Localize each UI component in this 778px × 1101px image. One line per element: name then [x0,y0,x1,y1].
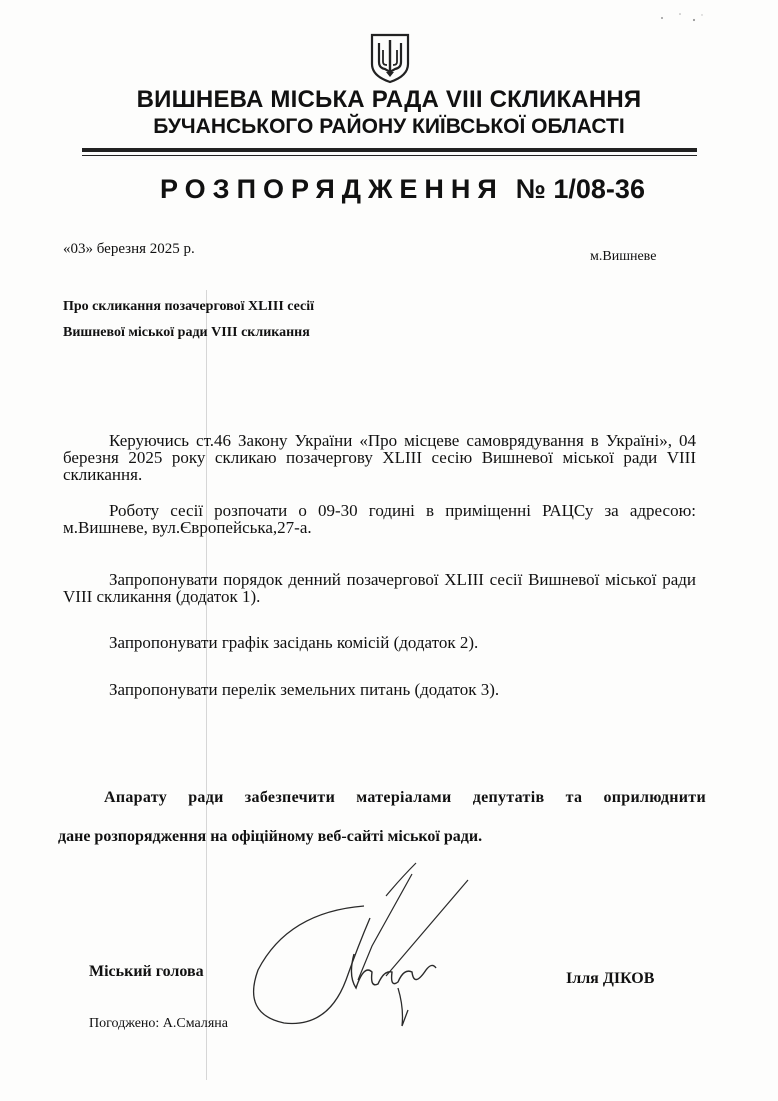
document-type: РОЗПОРЯДЖЕННЯ [160,174,504,204]
signatory-name: Ілля ДІКОВ [566,970,655,987]
handwritten-signature [236,858,486,1038]
body-paragraph-committee-schedule: Запропонувати графік засідань комісій (додаток 2). [109,633,479,652]
body-paragraph-land-issues: Запропонувати перелік земельних питань (додаток 3). [109,680,500,699]
document-title [160,174,645,205]
header-divider-thin [82,155,697,156]
trident-coat-of-arms-icon [368,32,412,84]
body-paragraph-session-venue: Роботу сесії розпочати о 09-30 годині в приміщенні РАЦСу за адресою: м.Вишневе, вул.Європейська,27-а. [63,501,696,537]
document-date: «03» березня 2025 р. [63,241,195,257]
document-number: № 1/08-36 [515,174,645,204]
council-district: БУЧАНСЬКОГО РАЙОНУ КИЇВСЬКОЇ ОБЛАСТІ [153,115,625,138]
document-subject-line1: Про скликання позачергової XLIII сесії [63,299,315,314]
agreed-by: Погоджено: А.Смаляна [89,1016,228,1031]
document-place: м.Вишневе [590,249,657,264]
header-divider-thick [82,148,697,152]
scan-specks [650,8,710,28]
signatory-position: Міський голова [89,963,204,980]
document-subject-line2: Вишневої міської ради VIII скликання [63,325,310,340]
council-name: ВИШНЕВА МІСЬКА РАДА VIII СКЛИКАННЯ [136,86,642,113]
body-paragraph-legal-basis: Керуючись ст.46 Закону України «Про місцеве самоврядування в Україні», 04 березня 2025 року скликаю позачергову XLIII сесію Вишневої міської ради VIII скликання. [63,431,696,484]
body-paragraph-agenda: Запропонувати порядок денний позачергової XLIII сесії Вишневої міської ради VIII скликання (додаток 1). [63,570,696,606]
instruction-line2: дане розпорядження на офіційному веб-сайті міської ради. [58,828,483,845]
instruction-line1: Апарату ради забезпечити матеріалами депутатів та оприлюднити [104,789,706,806]
